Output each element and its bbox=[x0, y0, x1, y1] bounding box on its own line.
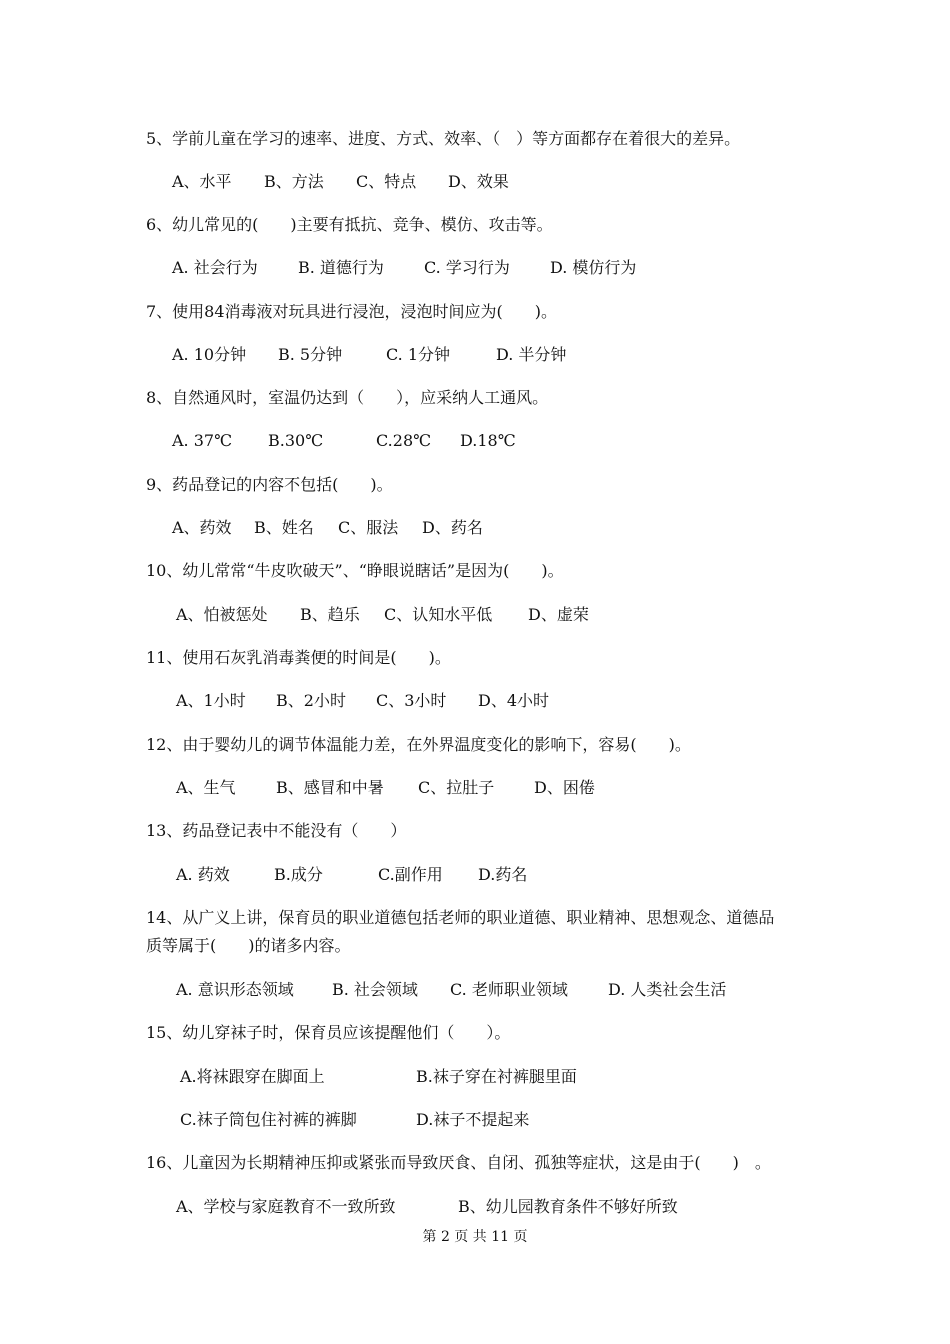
option-b: B.成分 bbox=[274, 865, 323, 884]
question-6-options bbox=[172, 257, 636, 279]
page-number-footer: 第 2 页 共 11 页 bbox=[422, 1229, 528, 1245]
question-14-options bbox=[172, 979, 726, 1001]
option-a: A. 药效 bbox=[176, 865, 230, 884]
option-d: D. 模仿行为 bbox=[550, 258, 637, 277]
option-a: A. 37℃ bbox=[172, 431, 232, 450]
question-13-options bbox=[172, 864, 527, 886]
option-b: B.30℃ bbox=[268, 431, 324, 450]
option-a: A、药效 bbox=[172, 518, 232, 537]
option-a: A、学校与家庭教育不一致所致 bbox=[176, 1197, 396, 1216]
question-16-options bbox=[172, 1196, 678, 1218]
question-12: 12、由于婴幼儿的调节体温能力差，在外界温度变化的影响下，容易( )。 bbox=[146, 735, 691, 754]
question-15-options-row2 bbox=[172, 1109, 529, 1131]
option-c: C、认知水平低 bbox=[384, 605, 493, 624]
option-b: B、感冒和中暑 bbox=[276, 778, 384, 797]
question-15: 15、幼儿穿袜子时，保育员应该提醒他们（ ）。 bbox=[146, 1023, 511, 1042]
option-d: D. 半分钟 bbox=[496, 345, 567, 364]
option-a: A、1小时 bbox=[176, 691, 246, 710]
option-c: C. 老师职业领域 bbox=[450, 980, 568, 999]
question-5-options bbox=[172, 171, 509, 193]
option-d: D. 人类社会生活 bbox=[608, 980, 727, 999]
option-c: C. 1分钟 bbox=[386, 345, 451, 364]
option-a: A. 10分钟 bbox=[172, 345, 247, 364]
option-c: C.副作用 bbox=[378, 865, 443, 884]
question-5: 5、学前儿童在学习的速率、进度、方式、效率、（ ）等方面都存在着很大的差异。 bbox=[146, 129, 741, 148]
option-c: C、服法 bbox=[338, 518, 399, 537]
option-d: D、虚荣 bbox=[528, 605, 589, 624]
question-14: 14、从广义上讲，保育员的职业道德包括老师的职业道德、职业精神、思想观念、道德品 bbox=[146, 908, 775, 927]
option-d: D、4小时 bbox=[478, 691, 550, 710]
option-d: D.18℃ bbox=[460, 431, 516, 450]
question-15-options-row1 bbox=[172, 1066, 577, 1088]
option-a: A、生气 bbox=[176, 778, 236, 797]
question-9-options bbox=[172, 517, 483, 539]
option-a: A.将袜跟穿在脚面上 bbox=[180, 1067, 325, 1086]
option-a: A. 意识形态领域 bbox=[176, 980, 294, 999]
option-c: C、特点 bbox=[356, 172, 417, 191]
option-a: A、水平 bbox=[172, 172, 232, 191]
option-d: D.药名 bbox=[478, 865, 528, 884]
option-b: B.袜子穿在衬裤腿里面 bbox=[416, 1067, 577, 1086]
question-6: 6、幼儿常见的( )主要有抵抗、竞争、模仿、攻击等。 bbox=[146, 215, 553, 234]
question-9: 9、药品登记的内容不包括( )。 bbox=[146, 475, 393, 494]
option-d: D.袜子不提起来 bbox=[416, 1110, 530, 1129]
option-c: C、拉肚子 bbox=[418, 778, 495, 797]
option-b: B、趋乐 bbox=[300, 605, 360, 624]
question-13: 13、药品登记表中不能没有（ ） bbox=[146, 821, 407, 840]
question-8-options bbox=[172, 430, 516, 452]
question-10-options bbox=[172, 604, 589, 626]
option-b: B、幼儿园教育条件不够好所致 bbox=[458, 1197, 678, 1216]
option-b: B、2小时 bbox=[276, 691, 346, 710]
option-b: B. 社会领域 bbox=[332, 980, 418, 999]
option-d: D、效果 bbox=[448, 172, 509, 191]
question-7-options bbox=[172, 344, 566, 366]
option-b: B、姓名 bbox=[254, 518, 314, 537]
question-16: 16、儿童因为长期精神压抑或紧张而导致厌食、自闭、孤独等症状，这是由于( ) 。 bbox=[146, 1153, 771, 1172]
option-b: B. 5分钟 bbox=[278, 345, 343, 364]
question-14-continued: 质等属于( )的诸多内容。 bbox=[146, 936, 351, 955]
option-b: B. 道德行为 bbox=[298, 258, 384, 277]
option-c: C.袜子筒包住衬裤的裤脚 bbox=[180, 1110, 357, 1129]
option-d: D、困倦 bbox=[534, 778, 595, 797]
question-12-options bbox=[172, 777, 595, 799]
question-11: 11、使用石灰乳消毒粪便的时间是( )。 bbox=[146, 648, 451, 667]
question-7: 7、使用84消毒液对玩具进行浸泡，浸泡时间应为( )。 bbox=[146, 302, 558, 321]
question-10: 10、幼儿常常“牛皮吹破天”、“睁眼说瞎话”是因为( )。 bbox=[146, 561, 564, 580]
question-8: 8、自然通风时，室温仍达到（ ），应采纳人工通风。 bbox=[146, 388, 549, 407]
option-d: D、药名 bbox=[422, 518, 483, 537]
option-c: C、3小时 bbox=[376, 691, 447, 710]
question-11-options bbox=[172, 690, 549, 712]
option-c: C. 学习行为 bbox=[424, 258, 510, 277]
option-b: B、方法 bbox=[264, 172, 324, 191]
option-a: A、怕被惩处 bbox=[176, 605, 268, 624]
option-a: A. 社会行为 bbox=[172, 258, 258, 277]
option-c: C.28℃ bbox=[376, 431, 432, 450]
